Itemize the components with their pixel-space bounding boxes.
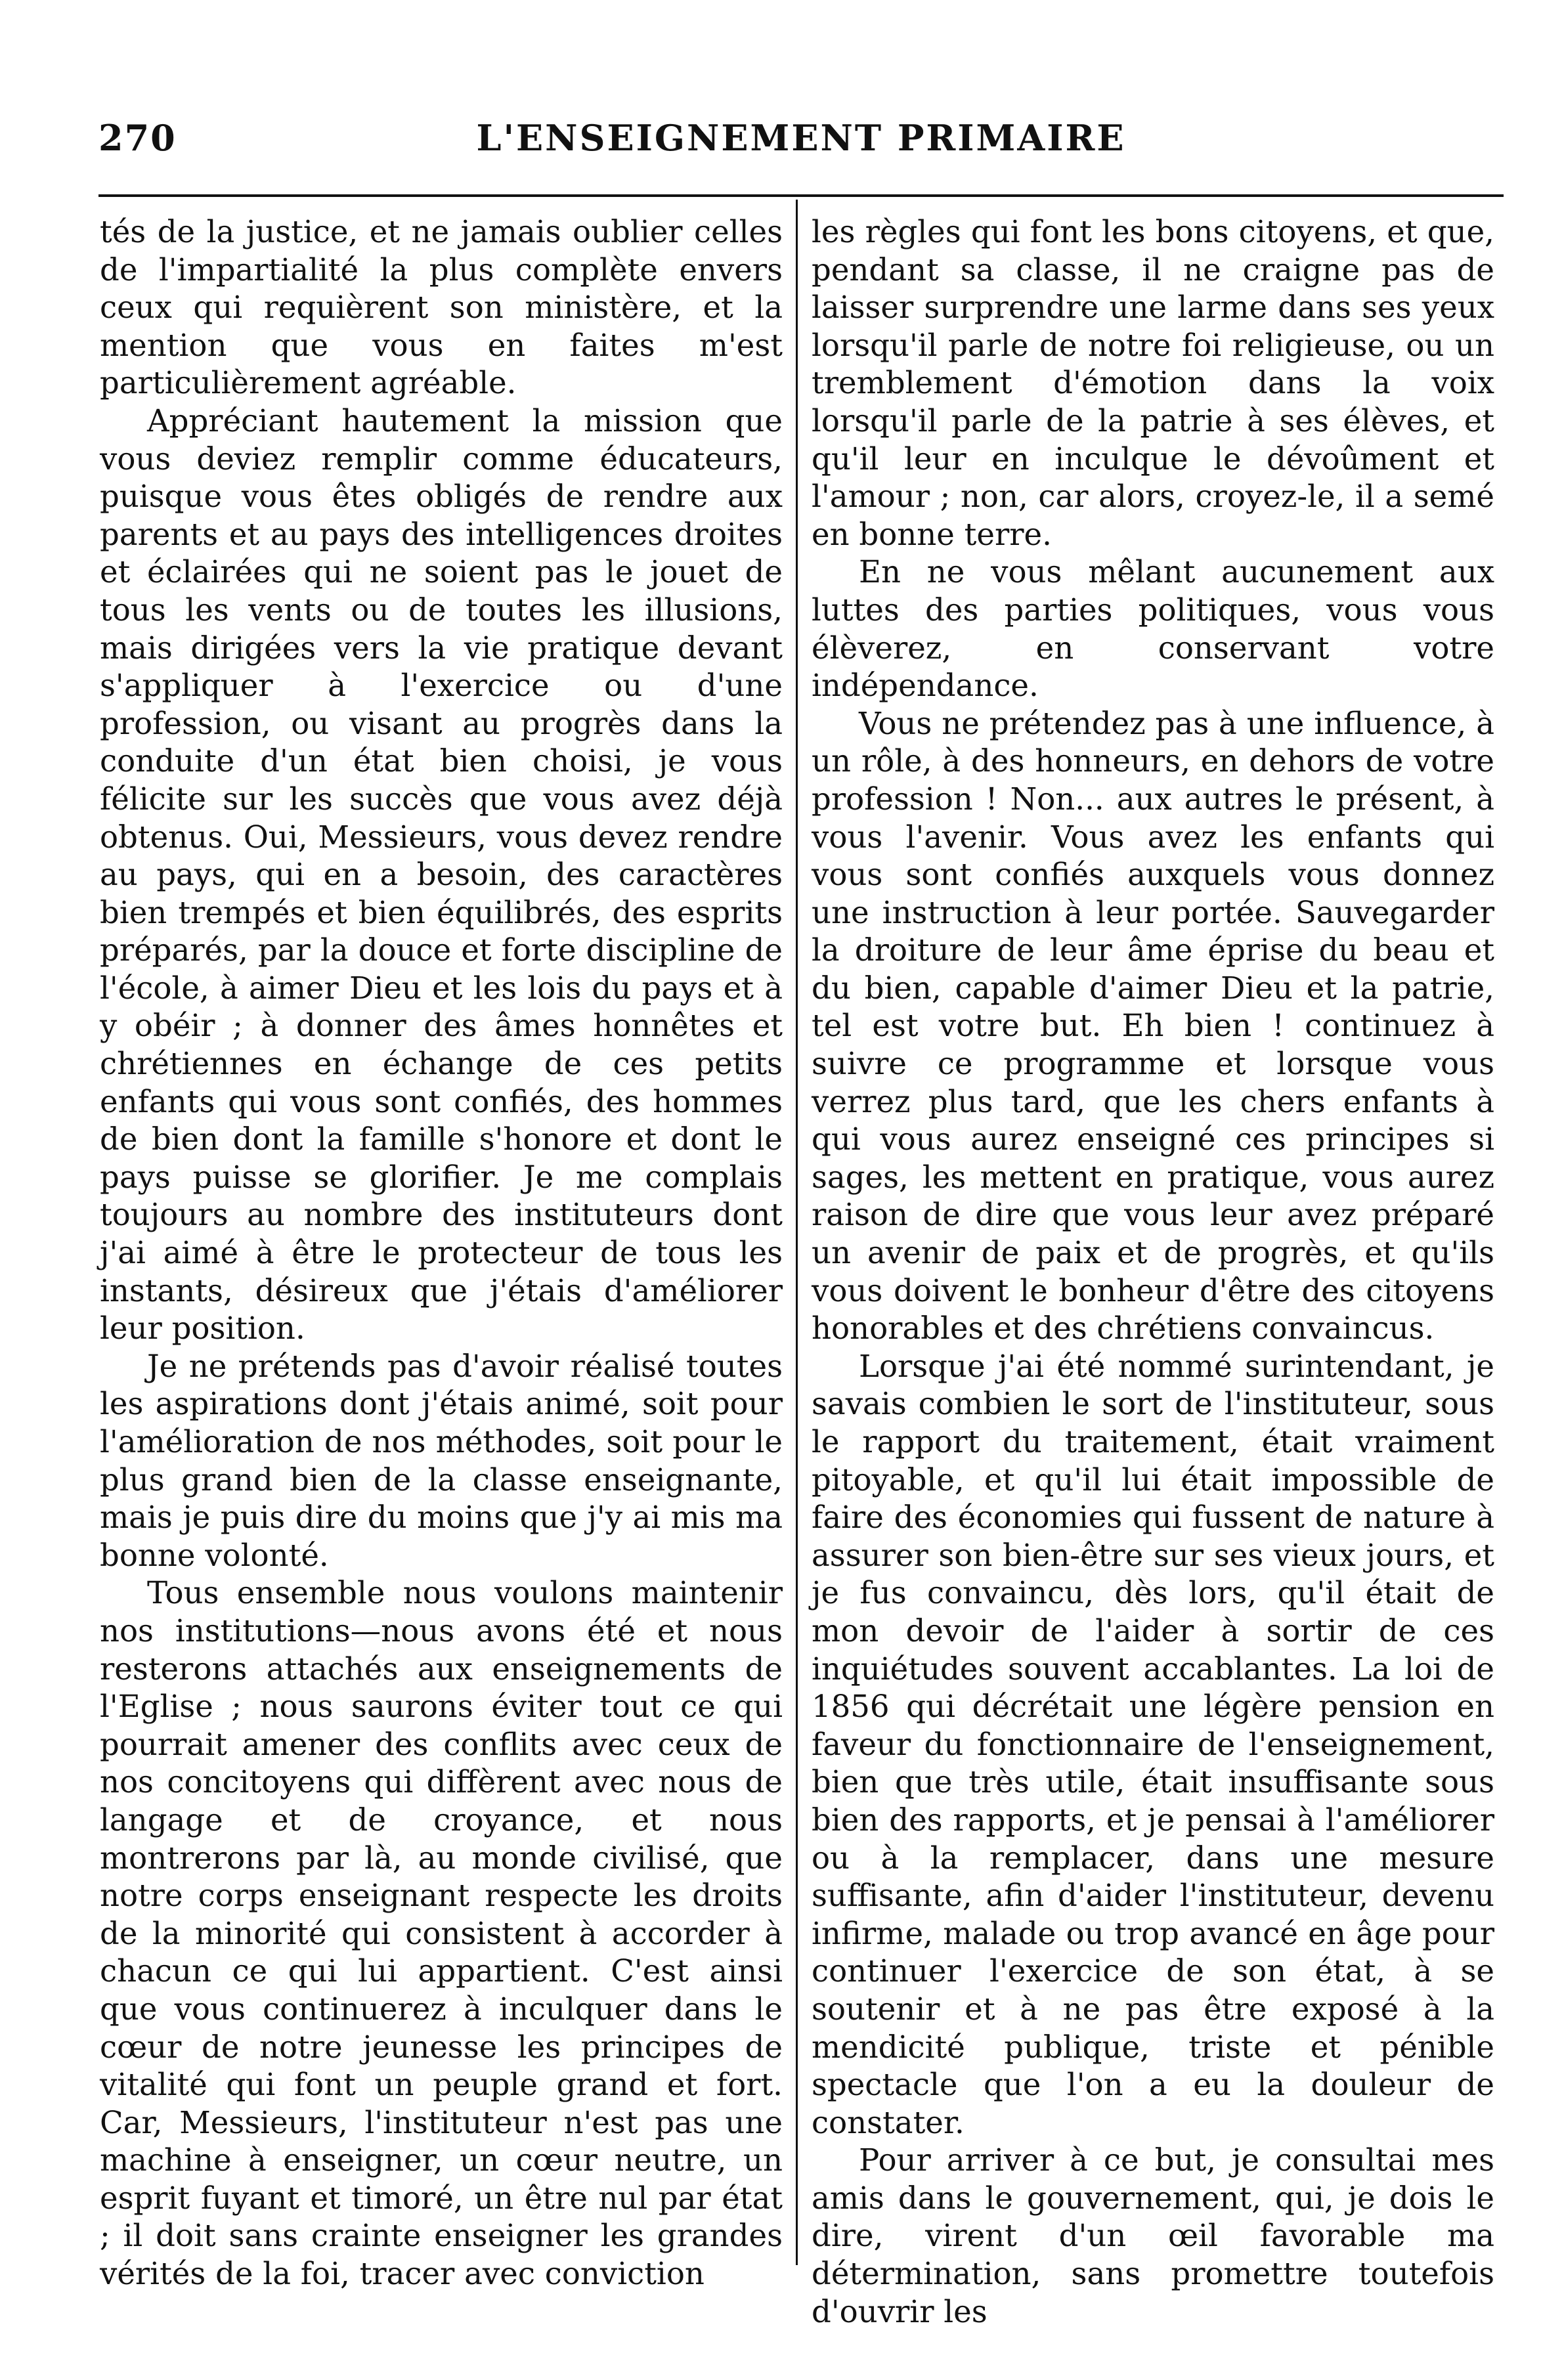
paragraph: En ne vous mêlant aucunement aux luttes des parties politiques, vous vous élèverez, en conservant votre indépendance. xyxy=(812,554,1494,704)
paragraph: Pour arriver à ce but, je consultai mes amis dans le gouvernement, qui, je dois le dire, virent d'un œil favorable ma détermination, sans promettre toutefois d'ouvrir les xyxy=(812,2142,1494,2329)
paragraph: Tous ensemble nous voulons maintenir nos institutions—nous avons été et nous resterons attachés aux enseignements de l'Eglise ; nous saurons éviter tout ce qui pourrait amener des conflits avec ceux de nos concitoyens qui diffèrent avec nous de langage et de croyance, et nous montrerons par là, au monde civilisé, que notre corps enseignant respecte les droits de la minorité qui consistent à accorder à chacun ce qui lui appartient. C'est ainsi que vous continuerez à inculquer dans le cœur de notre jeunesse les principes de vitalité qui font un peuple grand et fort. Car, Messieurs, l'instituteur n'est pas une machine à enseigner, un cœur neutre, un esprit fuyant et timoré, un être nul par état ; il doit sans crainte enseigner les grandes vérités de la foi, tracer avec conviction xyxy=(100,1575,783,2292)
right-column xyxy=(812,213,1494,2331)
paragraph: Appréciant hautement la mission que vous deviez remplir comme éducateurs, puisque vous êtes obligés de rendre aux parents et au pays des intelligences droites et éclairées qui ne soient pas le jouet de tous les vents ou de toutes les illusions, mais dirigées vers la vie pratique devant s'appliquer à l'exercice ou d'une profession, ou visant au progrès dans la conduite d'un état bien choisi, je vous félicite sur les succès que vous avez déjà obtenus. Oui, Messieurs, vous devez rendre au pays, qui en a besoin, des caractères bien trempés et bien équilibrés, des esprits préparés, par la douce et forte discipline de l'école, à aimer Dieu et les lois du pays et à y obéir ; à donner des âmes honnêtes et chrétiennes en échange de ces petits enfants qui vous sont confiés, des hommes de bien dont la famille s'honore et dont le pays puisse se glorifier. Je me complais toujours au nombre des instituteurs dont j'ai aimé à être le protecteur de tous les instants, désireux que j'étais d'améliorer leur position. xyxy=(100,402,783,1347)
running-title: L'ENSEIGNEMENT PRIMAIRE xyxy=(476,117,1126,159)
left-column xyxy=(100,213,783,2293)
paragraph: Lorsque j'ai été nommé surintendant, je savais combien le sort de l'instituteur, sous le rapport du traitement, était vraiment pitoyable, et qu'il lui était impossible de faire des économies qui fussent de nature à assurer son bien-être sur ses vieux jours, et je fus convaincu, dès lors, qu'il était de mon devoir de l'aider à sortir de ces inquiétudes souvent accablantes. La loi de 1856 qui décrétait une légère pension en faveur du fonctionnaire de l'enseignement, bien que très utile, était insuffisante sous bien des rapports, et je pensai à l'améliorer ou à la remplacer, dans une mesure suffisante, afin d'aider l'instituteur, devenu infirme, malade ou trop avancé en âge pour continuer l'exercice de son état, à se soutenir et à ne pas être exposé à la mendicité publique, triste et pénible spectacle que l'on a eu la douleur de constater. xyxy=(812,1348,1494,2140)
paragraph: les règles qui font les bons citoyens, et que, pendant sa classe, il ne craigne pas de laisser surprendre une larme dans ses yeux lorsqu'il parle de notre foi religieuse, ou un tremblement d'émotion dans la voix lorsqu'il parle de la patrie à ses élèves, et qu'il leur en inculque le dévoûment et l'amour ; non, car alors, croyez-le, il a semé en bonne terre. xyxy=(812,214,1494,552)
column-divider xyxy=(796,200,798,2265)
page-header xyxy=(98,117,1504,169)
paragraph: Je ne prétends pas d'avoir réalisé toutes les aspirations dont j'étais animé, soit pour l'amélioration de nos méthodes, soit pour le plus grand bien de la classe enseignante, mais je puis dire du moins que j'y ai mis ma bonne volonté. xyxy=(100,1348,783,1573)
page-number: 270 xyxy=(98,117,177,159)
paragraph: Vous ne prétendez pas à une influence, à un rôle, à des honneurs, en dehors de votre profession ! Non... aux autres le présent, à vous l'avenir. Vous avez les enfants qui vous sont confiés auxquels vous donnez une instruction à leur portée. Sauvegarder la droiture de leur âme éprise du beau et du bien, capable d'aimer Dieu et la patrie, tel est votre but. Eh bien ! continuez à suivre ce programme et lorsque vous verrez plus tard, que les chers enfants à qui vous aurez enseigné ces principes si sages, les mettent en pratique, vous aurez raison de dire que vous leur avez préparé un avenir de paix et de progrès, et qu'ils vous doivent le bonheur d'être des citoyens honorables et des chrétiens convaincus. xyxy=(812,705,1494,1347)
paragraph: tés de la justice, et ne jamais oublier celles de l'impartialité la plus complète envers ceux qui requièrent son ministère, et la mention que vous en faites m'est particulièrement agréable. xyxy=(100,214,783,401)
header-rule xyxy=(98,194,1504,197)
